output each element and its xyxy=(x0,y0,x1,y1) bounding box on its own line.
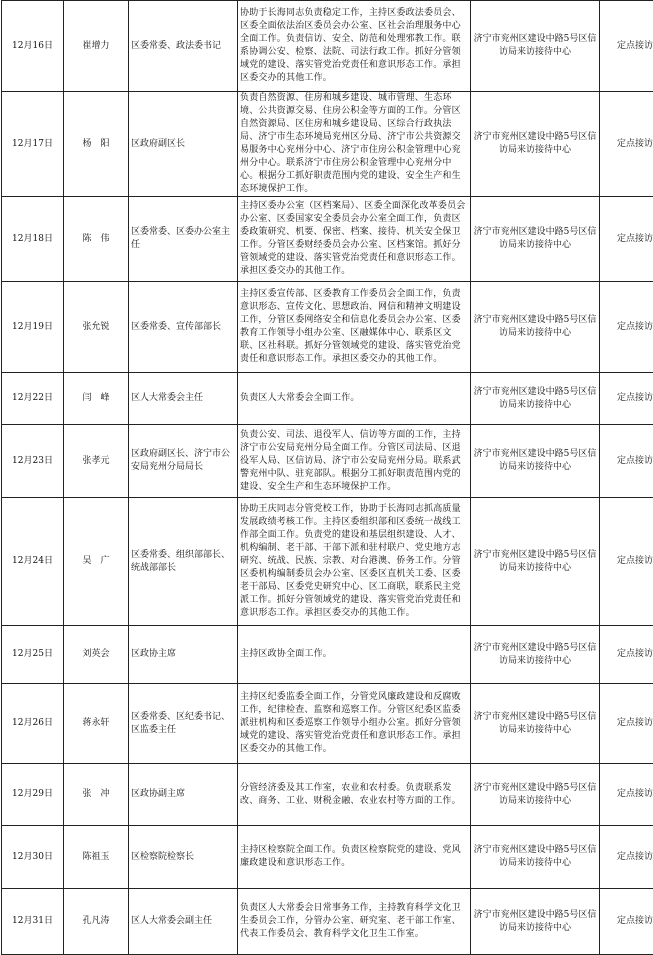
reception-type-cell: 定点接访 xyxy=(600,889,653,955)
date-cell: 12月29日 xyxy=(2,764,64,826)
leader-name-cell: 孔凡涛 xyxy=(64,889,129,955)
table-row xyxy=(2,197,653,282)
reception-type-cell: 定点接访 xyxy=(600,425,653,498)
date-cell: 12月31日 xyxy=(2,889,64,955)
reception-type-cell: 定点接访 xyxy=(600,826,653,889)
leader-name-cell: 吴 广 xyxy=(64,498,129,626)
leader-name-cell: 刘英会 xyxy=(64,626,129,684)
duty-cell: 分管经济委及其工作室，农业和农村委。负责联系发改、商务、工业、财税金融、农业农村等方面的工作。 xyxy=(238,764,471,826)
position-cell: 区人大常委会副主任 xyxy=(129,889,238,955)
address-cell: 济宁市兖州区建设中路5号区信访局来访接待中心 xyxy=(471,282,600,373)
address-cell: 济宁市兖州区建设中路5号区信访局来访接待中心 xyxy=(471,626,600,684)
position-cell: 区政府副区长 xyxy=(129,92,238,197)
position-cell: 区委常委、宣传部部长 xyxy=(129,282,238,373)
leader-name-cell: 蒋永轩 xyxy=(64,684,129,764)
leader-name-cell: 陈祖玉 xyxy=(64,826,129,889)
address-cell: 济宁市兖州区建设中路5号区信访局来访接待中心 xyxy=(471,425,600,498)
leader-name-cell: 闫 峰 xyxy=(64,373,129,425)
reception-type-cell: 定点接访 xyxy=(600,684,653,764)
duty-cell: 负责区人大常委会日常事务工作，主持教育科学文化卫生委员会工作，分管办公室、研究室、老干部工作室、代表工作委员会、教育科学文化卫生工作室。 xyxy=(238,889,471,955)
leader-name-cell: 杨 阳 xyxy=(64,92,129,197)
reception-type-cell: 定点接访 xyxy=(600,498,653,626)
address-cell: 济宁市兖州区建设中路5号区信访局来访接待中心 xyxy=(471,889,600,955)
address-cell: 济宁市兖州区建设中路5号区信访局来访接待中心 xyxy=(471,92,600,197)
table-row xyxy=(2,498,653,626)
date-cell: 12月23日 xyxy=(2,425,64,498)
leader-name-cell: 张允锐 xyxy=(64,282,129,373)
date-cell: 12月18日 xyxy=(2,197,64,282)
position-cell: 区政协主席 xyxy=(129,626,238,684)
table-row xyxy=(2,282,653,373)
reception-type-cell: 定点接访 xyxy=(600,197,653,282)
position-cell: 区委常委、组织部部长、统战部部长 xyxy=(129,498,238,626)
table-row xyxy=(2,826,653,889)
address-cell: 济宁市兖州区建设中路5号区信访局来访接待中心 xyxy=(471,684,600,764)
duty-cell: 主持区检察院全面工作。负责区检察院党的建设、党风廉政建设和意识形态工作。 xyxy=(238,826,471,889)
date-cell: 12月25日 xyxy=(2,626,64,684)
leader-name-cell: 陈 伟 xyxy=(64,197,129,282)
reception-type-cell: 定点接访 xyxy=(600,1,653,92)
date-cell: 12月16日 xyxy=(2,1,64,92)
date-cell: 12月17日 xyxy=(2,92,64,197)
date-cell: 12月26日 xyxy=(2,684,64,764)
position-cell: 区政协副主席 xyxy=(129,764,238,826)
reception-schedule-table xyxy=(1,0,653,955)
position-cell: 区人大常委会主任 xyxy=(129,373,238,425)
leader-name-cell: 张孝元 xyxy=(64,425,129,498)
address-cell: 济宁市兖州区建设中路5号区信访局来访接待中心 xyxy=(471,826,600,889)
date-cell: 12月30日 xyxy=(2,826,64,889)
position-cell: 区委常委、区委办公室主任 xyxy=(129,197,238,282)
address-cell: 济宁市兖州区建设中路5号区信访局来访接待中心 xyxy=(471,373,600,425)
duty-cell: 主持区委办公室（区档案局）、区委全面深化改革委员会办公室、区委国家安全委员会办公室全面工作，负责区委政策研究、机要、保密、档案、接待、机关安全保卫工作。分管区委财经委员会办公室、区档案馆。抓好分管领域党的建设、落实管党治党责任和意识形态工作。承担区委交办的其他工作。 xyxy=(238,197,471,282)
address-cell: 济宁市兖州区建设中路5号区信访局来访接待中心 xyxy=(471,1,600,92)
reception-type-cell: 定点接访 xyxy=(600,764,653,826)
table-row xyxy=(2,92,653,197)
table-row xyxy=(2,684,653,764)
date-cell: 12月24日 xyxy=(2,498,64,626)
reception-type-cell: 定点接访 xyxy=(600,282,653,373)
table-row xyxy=(2,889,653,955)
duty-cell: 协助于长海同志负责稳定工作，主持区委政法委员会、区委全面依法治区委员会办公室、区社会治理服务中心全面工作。负责信访、安全、防范和处理邪教工作。联系协调公安、检察、法院、司法行政工作。抓好分管领域党的建设、落实管党治党责任和意识形态工作。承担区委交办的其他工作。 xyxy=(238,1,471,92)
table-row xyxy=(2,764,653,826)
duty-cell: 负责公安、司法、退役军人、信访等方面的工作，主持济宁市公安局兖州分局全面工作。分管区司法局、区退役军人局、区信访局、济宁市公安局兖州分局。联系武警兖州中队、驻兖部队。根据分工抓好职责范围内党的建设、安全生产和生态环境保护工作。 xyxy=(238,425,471,498)
reception-type-cell: 定点接访 xyxy=(600,626,653,684)
leader-name-cell: 张 冲 xyxy=(64,764,129,826)
date-cell: 12月19日 xyxy=(2,282,64,373)
duty-cell: 协助王庆同志分管党校工作，协助于长海同志抓高质量发展政绩考核工作。主持区委组织部和区委统一战线工作部全面工作。负责党的建设和基层组织建设、人才、机构编制、老干部、干部下派和驻村联户、党史地方志研究、统战、民族、宗教、对台港澳、侨务工作。分管区委机构编制委员会办公室、区委区直机关工委、区委老干部局、区委党史研究中心、区工商联，联系民主党派工作。抓好分管领域党的建设、落实管党治党责任和意识形态工作。承担区委交办的其他工作。 xyxy=(238,498,471,626)
date-cell: 12月22日 xyxy=(2,373,64,425)
address-cell: 济宁市兖州区建设中路5号区信访局来访接待中心 xyxy=(471,764,600,826)
reception-type-cell: 定点接访 xyxy=(600,92,653,197)
position-cell: 区委常委、区纪委书记、区监委主任 xyxy=(129,684,238,764)
table-row xyxy=(2,1,653,92)
address-cell: 济宁市兖州区建设中路5号区信访局来访接待中心 xyxy=(471,197,600,282)
address-cell: 济宁市兖州区建设中路5号区信访局来访接待中心 xyxy=(471,498,600,626)
position-cell: 区政府副区长、济宁市公安局兖州分局局长 xyxy=(129,425,238,498)
position-cell: 区委常委、政法委书记 xyxy=(129,1,238,92)
table-row xyxy=(2,626,653,684)
position-cell: 区检察院检察长 xyxy=(129,826,238,889)
table-row xyxy=(2,425,653,498)
duty-cell: 主持区纪委监委全面工作，分管党风廉政建设和反腐败工作，纪律检查、监察和巡察工作。分管区纪委区监委派驻机构和区委巡察工作领导小组办公室。抓好分管领域党的建设、落实管党治党责任和意识形态工作。承担区委交办的其他工作。 xyxy=(238,684,471,764)
duty-cell: 主持区政协全面工作。 xyxy=(238,626,471,684)
reception-type-cell: 定点接访 xyxy=(600,373,653,425)
duty-cell: 主持区委宣传部、区委教育工作委员会全面工作，负责意识形态、宣传文化、思想政治、网信和精神文明建设工作，分管区委网络安全和信息化委员会办公室、区委教育工作领导小组办公室、区融媒体中心、联系区文联、区社科联。抓好分管领域党的建设、落实管党治党责任和意识形态工作。承担区委交办的其他工作。 xyxy=(238,282,471,373)
duty-cell: 负责区人大常委会全面工作。 xyxy=(238,373,471,425)
duty-cell: 负责自然资源、住房和城乡建设、城市管理、生态环境、公共资源交易、住房公积金等方面的工作。分管区自然资源局、区住房和城乡建设局、区综合行政执法局、济宁市生态环境局兖州区分局、济宁市公共资源交易服务中心兖州分中心、济宁市住房公积金管理中心兖州分中心。联系济宁市住房公积金管理中心兖州分中心。根据分工抓好职责范围内党的建设、安全生产和生态环境保护工作。 xyxy=(238,92,471,197)
table-row xyxy=(2,373,653,425)
leader-name-cell: 崔增力 xyxy=(64,1,129,92)
